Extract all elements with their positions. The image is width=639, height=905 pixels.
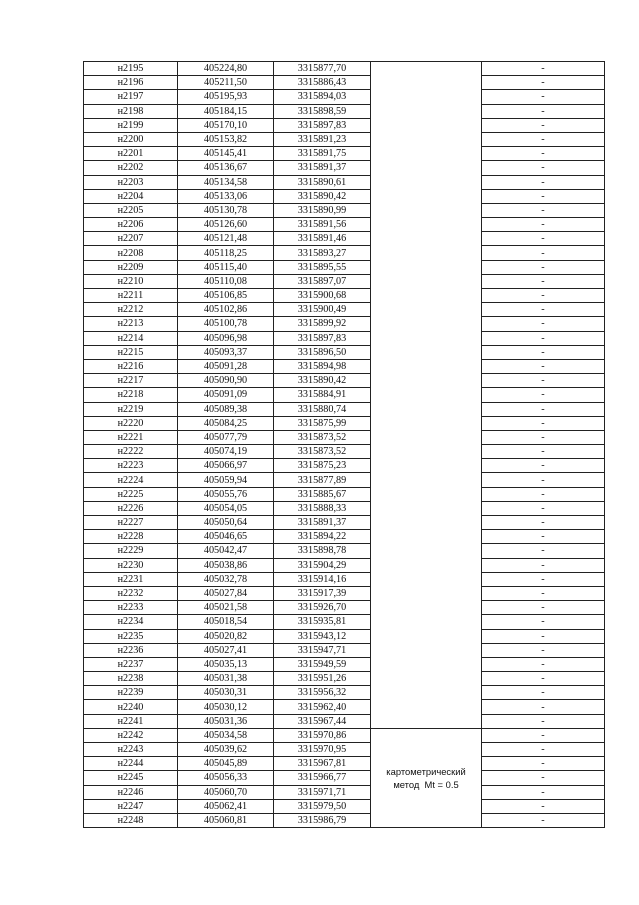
x-coordinate-cell: 405134,58: [178, 175, 274, 189]
x-coordinate-cell: 405084,25: [178, 416, 274, 430]
x-coordinate-cell: 405039,62: [178, 743, 274, 757]
note-dash-cell: -: [482, 572, 605, 586]
x-coordinate-cell: 405031,36: [178, 714, 274, 728]
note-dash-cell: -: [482, 558, 605, 572]
point-id-cell: н2204: [84, 189, 178, 203]
table-row: [84, 785, 605, 799]
note-dash-cell: -: [482, 672, 605, 686]
note-dash-cell: -: [482, 118, 605, 132]
point-id-cell: н2246: [84, 785, 178, 799]
table-row: [84, 331, 605, 345]
x-coordinate-cell: 405018,54: [178, 615, 274, 629]
note-dash-cell: -: [482, 601, 605, 615]
x-coordinate-cell: 405042,47: [178, 544, 274, 558]
table-row: [84, 147, 605, 161]
point-id-cell: н2197: [84, 90, 178, 104]
x-coordinate-cell: 405050,64: [178, 516, 274, 530]
note-dash-cell: -: [482, 813, 605, 827]
note-dash-cell: -: [482, 785, 605, 799]
y-coordinate-cell: 3315943,12: [274, 629, 371, 643]
note-dash-cell: -: [482, 445, 605, 459]
point-id-cell: н2217: [84, 374, 178, 388]
table-row: [84, 615, 605, 629]
y-coordinate-cell: 3315897,83: [274, 331, 371, 345]
note-dash-cell: -: [482, 289, 605, 303]
point-id-cell: н2210: [84, 274, 178, 288]
point-id-cell: н2207: [84, 232, 178, 246]
note-dash-cell: -: [482, 629, 605, 643]
point-id-cell: н2245: [84, 771, 178, 785]
point-id-cell: н2198: [84, 104, 178, 118]
point-id-cell: н2213: [84, 317, 178, 331]
note-dash-cell: -: [482, 714, 605, 728]
y-coordinate-cell: 3315956,32: [274, 686, 371, 700]
table-row: [84, 743, 605, 757]
x-coordinate-cell: 405021,58: [178, 601, 274, 615]
method-cell-empty: [371, 62, 482, 729]
point-id-cell: н2206: [84, 218, 178, 232]
note-dash-cell: -: [482, 643, 605, 657]
y-coordinate-cell: 3315875,23: [274, 459, 371, 473]
table-row: [84, 686, 605, 700]
x-coordinate-cell: 405074,19: [178, 445, 274, 459]
table-row: [84, 771, 605, 785]
point-id-cell: н2208: [84, 246, 178, 260]
table-row: [84, 700, 605, 714]
note-dash-cell: -: [482, 374, 605, 388]
point-id-cell: н2221: [84, 430, 178, 444]
note-dash-cell: -: [482, 104, 605, 118]
table-row: [84, 303, 605, 317]
table-row: [84, 359, 605, 373]
note-dash-cell: -: [482, 161, 605, 175]
x-coordinate-cell: 405062,41: [178, 799, 274, 813]
coordinates-table: [83, 61, 605, 828]
table-row: [84, 501, 605, 515]
point-id-cell: н2248: [84, 813, 178, 827]
table-row: [84, 416, 605, 430]
point-id-cell: н2195: [84, 62, 178, 76]
note-dash-cell: -: [482, 501, 605, 515]
table-row: [84, 161, 605, 175]
x-coordinate-cell: 405153,82: [178, 132, 274, 146]
point-id-cell: н2237: [84, 657, 178, 671]
table-row: [84, 76, 605, 90]
note-dash-cell: -: [482, 487, 605, 501]
y-coordinate-cell: 3315893,27: [274, 246, 371, 260]
x-coordinate-cell: 405046,65: [178, 530, 274, 544]
table-row: [84, 104, 605, 118]
y-coordinate-cell: 3315885,67: [274, 487, 371, 501]
y-coordinate-cell: 3315949,59: [274, 657, 371, 671]
y-coordinate-cell: 3315891,75: [274, 147, 371, 161]
note-dash-cell: -: [482, 345, 605, 359]
table-row: [84, 246, 605, 260]
x-coordinate-cell: 405106,85: [178, 289, 274, 303]
y-coordinate-cell: 3315971,71: [274, 785, 371, 799]
table-row: [84, 430, 605, 444]
x-coordinate-cell: 405091,09: [178, 388, 274, 402]
y-coordinate-cell: 3315967,81: [274, 757, 371, 771]
point-id-cell: н2201: [84, 147, 178, 161]
table-row: [84, 629, 605, 643]
y-coordinate-cell: 3315904,29: [274, 558, 371, 572]
x-coordinate-cell: 405195,93: [178, 90, 274, 104]
y-coordinate-cell: 3315979,50: [274, 799, 371, 813]
note-dash-cell: -: [482, 416, 605, 430]
x-coordinate-cell: 405059,94: [178, 473, 274, 487]
y-coordinate-cell: 3315926,70: [274, 601, 371, 615]
x-coordinate-cell: 405038,86: [178, 558, 274, 572]
point-id-cell: н2219: [84, 402, 178, 416]
note-dash-cell: -: [482, 757, 605, 771]
point-id-cell: н2196: [84, 76, 178, 90]
y-coordinate-cell: 3315970,95: [274, 743, 371, 757]
note-dash-cell: -: [482, 189, 605, 203]
y-coordinate-cell: 3315947,71: [274, 643, 371, 657]
note-dash-cell: -: [482, 175, 605, 189]
x-coordinate-cell: 405077,79: [178, 430, 274, 444]
coordinates-table-body: [84, 62, 605, 828]
note-dash-cell: -: [482, 686, 605, 700]
y-coordinate-cell: 3315891,37: [274, 516, 371, 530]
y-coordinate-cell: 3315894,22: [274, 530, 371, 544]
x-coordinate-cell: 405030,12: [178, 700, 274, 714]
x-coordinate-cell: 405035,13: [178, 657, 274, 671]
x-coordinate-cell: 405027,41: [178, 643, 274, 657]
y-coordinate-cell: 3315900,68: [274, 289, 371, 303]
x-coordinate-cell: 405096,98: [178, 331, 274, 345]
note-dash-cell: -: [482, 331, 605, 345]
note-dash-cell: -: [482, 430, 605, 444]
x-coordinate-cell: 405034,58: [178, 728, 274, 742]
note-dash-cell: -: [482, 473, 605, 487]
point-id-cell: н2222: [84, 445, 178, 459]
table-row: [84, 402, 605, 416]
x-coordinate-cell: 405110,08: [178, 274, 274, 288]
point-id-cell: н2241: [84, 714, 178, 728]
point-id-cell: н2226: [84, 501, 178, 515]
x-coordinate-cell: 405045,89: [178, 757, 274, 771]
y-coordinate-cell: 3315891,23: [274, 132, 371, 146]
point-id-cell: н2235: [84, 629, 178, 643]
table-row: [84, 189, 605, 203]
method-label-line1: картометрический: [386, 765, 466, 777]
table-row: [84, 672, 605, 686]
note-dash-cell: -: [482, 743, 605, 757]
table-row: [84, 62, 605, 76]
point-id-cell: н2227: [84, 516, 178, 530]
x-coordinate-cell: 405100,78: [178, 317, 274, 331]
point-id-cell: н2223: [84, 459, 178, 473]
table-row: [84, 728, 605, 742]
y-coordinate-cell: 3315970,86: [274, 728, 371, 742]
table-row: [84, 345, 605, 359]
point-id-cell: н2225: [84, 487, 178, 501]
x-coordinate-cell: 405020,82: [178, 629, 274, 643]
table-row: [84, 260, 605, 274]
note-dash-cell: -: [482, 246, 605, 260]
note-dash-cell: -: [482, 62, 605, 76]
note-dash-cell: -: [482, 516, 605, 530]
y-coordinate-cell: 3315917,39: [274, 586, 371, 600]
point-id-cell: н2216: [84, 359, 178, 373]
point-id-cell: н2232: [84, 586, 178, 600]
table-row: [84, 714, 605, 728]
note-dash-cell: -: [482, 147, 605, 161]
point-id-cell: н2243: [84, 743, 178, 757]
note-dash-cell: -: [482, 388, 605, 402]
note-dash-cell: -: [482, 203, 605, 217]
point-id-cell: н2211: [84, 289, 178, 303]
x-coordinate-cell: 405115,40: [178, 260, 274, 274]
y-coordinate-cell: 3315898,78: [274, 544, 371, 558]
note-dash-cell: -: [482, 771, 605, 785]
y-coordinate-cell: 3315890,42: [274, 374, 371, 388]
x-coordinate-cell: 405066,97: [178, 459, 274, 473]
point-id-cell: н2200: [84, 132, 178, 146]
table-row: [84, 473, 605, 487]
point-id-cell: н2239: [84, 686, 178, 700]
table-row: [84, 757, 605, 771]
y-coordinate-cell: 3315886,43: [274, 76, 371, 90]
note-dash-cell: -: [482, 402, 605, 416]
note-dash-cell: -: [482, 728, 605, 742]
table-row: [84, 558, 605, 572]
x-coordinate-cell: 405054,05: [178, 501, 274, 515]
x-coordinate-cell: 405136,67: [178, 161, 274, 175]
note-dash-cell: -: [482, 459, 605, 473]
x-coordinate-cell: 405130,78: [178, 203, 274, 217]
point-id-cell: н2238: [84, 672, 178, 686]
note-dash-cell: -: [482, 274, 605, 288]
x-coordinate-cell: 405060,70: [178, 785, 274, 799]
y-coordinate-cell: 3315967,44: [274, 714, 371, 728]
table-row: [84, 813, 605, 827]
point-id-cell: н2247: [84, 799, 178, 813]
y-coordinate-cell: 3315935,81: [274, 615, 371, 629]
table-row: [84, 487, 605, 501]
note-dash-cell: -: [482, 317, 605, 331]
x-coordinate-cell: 405056,33: [178, 771, 274, 785]
y-coordinate-cell: 3315897,07: [274, 274, 371, 288]
x-coordinate-cell: 405126,60: [178, 218, 274, 232]
y-coordinate-cell: 3315962,40: [274, 700, 371, 714]
point-id-cell: н2242: [84, 728, 178, 742]
y-coordinate-cell: 3315890,99: [274, 203, 371, 217]
table-row: [84, 459, 605, 473]
point-id-cell: н2215: [84, 345, 178, 359]
y-coordinate-cell: 3315894,03: [274, 90, 371, 104]
y-coordinate-cell: 3315914,16: [274, 572, 371, 586]
y-coordinate-cell: 3315880,74: [274, 402, 371, 416]
y-coordinate-cell: 3315888,33: [274, 501, 371, 515]
method-label-line2: метод Mt = 0.5: [393, 778, 459, 790]
point-id-cell: н2224: [84, 473, 178, 487]
table-row: [84, 530, 605, 544]
y-coordinate-cell: 3315877,70: [274, 62, 371, 76]
point-id-cell: н2233: [84, 601, 178, 615]
table-row: [84, 516, 605, 530]
point-id-cell: н2212: [84, 303, 178, 317]
x-coordinate-cell: 405032,78: [178, 572, 274, 586]
point-id-cell: н2230: [84, 558, 178, 572]
point-id-cell: н2209: [84, 260, 178, 274]
x-coordinate-cell: 405145,41: [178, 147, 274, 161]
x-coordinate-cell: 405031,38: [178, 672, 274, 686]
y-coordinate-cell: 3315884,91: [274, 388, 371, 402]
x-coordinate-cell: 405184,15: [178, 104, 274, 118]
note-dash-cell: -: [482, 132, 605, 146]
x-coordinate-cell: 405211,50: [178, 76, 274, 90]
table-row: [84, 601, 605, 615]
y-coordinate-cell: 3315890,42: [274, 189, 371, 203]
x-coordinate-cell: 405089,38: [178, 402, 274, 416]
point-id-cell: н2231: [84, 572, 178, 586]
note-dash-cell: -: [482, 359, 605, 373]
x-coordinate-cell: 405030,31: [178, 686, 274, 700]
x-coordinate-cell: 405102,86: [178, 303, 274, 317]
y-coordinate-cell: 3315875,99: [274, 416, 371, 430]
x-coordinate-cell: 405090,90: [178, 374, 274, 388]
x-coordinate-cell: 405224,80: [178, 62, 274, 76]
note-dash-cell: -: [482, 218, 605, 232]
y-coordinate-cell: 3315891,46: [274, 232, 371, 246]
y-coordinate-cell: 3315951,26: [274, 672, 371, 686]
y-coordinate-cell: 3315873,52: [274, 445, 371, 459]
note-dash-cell: -: [482, 530, 605, 544]
table-row: [84, 388, 605, 402]
y-coordinate-cell: 3315891,56: [274, 218, 371, 232]
x-coordinate-cell: 405121,48: [178, 232, 274, 246]
table-row: [84, 118, 605, 132]
point-id-cell: н2214: [84, 331, 178, 345]
table-row: [84, 572, 605, 586]
x-coordinate-cell: 405060,81: [178, 813, 274, 827]
table-row: [84, 544, 605, 558]
x-coordinate-cell: 405055,76: [178, 487, 274, 501]
note-dash-cell: -: [482, 303, 605, 317]
y-coordinate-cell: 3315897,83: [274, 118, 371, 132]
y-coordinate-cell: 3315898,59: [274, 104, 371, 118]
point-id-cell: н2240: [84, 700, 178, 714]
y-coordinate-cell: 3315891,37: [274, 161, 371, 175]
point-id-cell: н2202: [84, 161, 178, 175]
method-cell: [371, 728, 482, 827]
table-row: [84, 643, 605, 657]
note-dash-cell: -: [482, 90, 605, 104]
point-id-cell: н2199: [84, 118, 178, 132]
y-coordinate-cell: 3315900,49: [274, 303, 371, 317]
note-dash-cell: -: [482, 544, 605, 558]
x-coordinate-cell: 405091,28: [178, 359, 274, 373]
table-row: [84, 445, 605, 459]
point-id-cell: н2229: [84, 544, 178, 558]
y-coordinate-cell: 3315890,61: [274, 175, 371, 189]
note-dash-cell: -: [482, 657, 605, 671]
y-coordinate-cell: 3315899,92: [274, 317, 371, 331]
y-coordinate-cell: 3315873,52: [274, 430, 371, 444]
x-coordinate-cell: 405133,06: [178, 189, 274, 203]
point-id-cell: н2203: [84, 175, 178, 189]
x-coordinate-cell: 405170,10: [178, 118, 274, 132]
table-row: [84, 218, 605, 232]
table-row: [84, 317, 605, 331]
note-dash-cell: -: [482, 76, 605, 90]
point-id-cell: н2244: [84, 757, 178, 771]
point-id-cell: н2228: [84, 530, 178, 544]
table-row: [84, 374, 605, 388]
table-row: [84, 232, 605, 246]
x-coordinate-cell: 405118,25: [178, 246, 274, 260]
point-id-cell: н2218: [84, 388, 178, 402]
table-row: [84, 289, 605, 303]
table-row: [84, 90, 605, 104]
table-row: [84, 657, 605, 671]
note-dash-cell: -: [482, 700, 605, 714]
y-coordinate-cell: 3315896,50: [274, 345, 371, 359]
note-dash-cell: -: [482, 586, 605, 600]
point-id-cell: н2234: [84, 615, 178, 629]
table-row: [84, 132, 605, 146]
table-row: [84, 274, 605, 288]
y-coordinate-cell: 3315966,77: [274, 771, 371, 785]
point-id-cell: н2236: [84, 643, 178, 657]
note-dash-cell: -: [482, 799, 605, 813]
y-coordinate-cell: 3315877,89: [274, 473, 371, 487]
y-coordinate-cell: 3315895,55: [274, 260, 371, 274]
table-row: [84, 175, 605, 189]
x-coordinate-cell: 405027,84: [178, 586, 274, 600]
note-dash-cell: -: [482, 615, 605, 629]
y-coordinate-cell: 3315894,98: [274, 359, 371, 373]
x-coordinate-cell: 405093,37: [178, 345, 274, 359]
note-dash-cell: -: [482, 260, 605, 274]
table-row: [84, 203, 605, 217]
y-coordinate-cell: 3315986,79: [274, 813, 371, 827]
point-id-cell: н2220: [84, 416, 178, 430]
note-dash-cell: -: [482, 232, 605, 246]
point-id-cell: н2205: [84, 203, 178, 217]
table-row: [84, 586, 605, 600]
table-row: [84, 799, 605, 813]
